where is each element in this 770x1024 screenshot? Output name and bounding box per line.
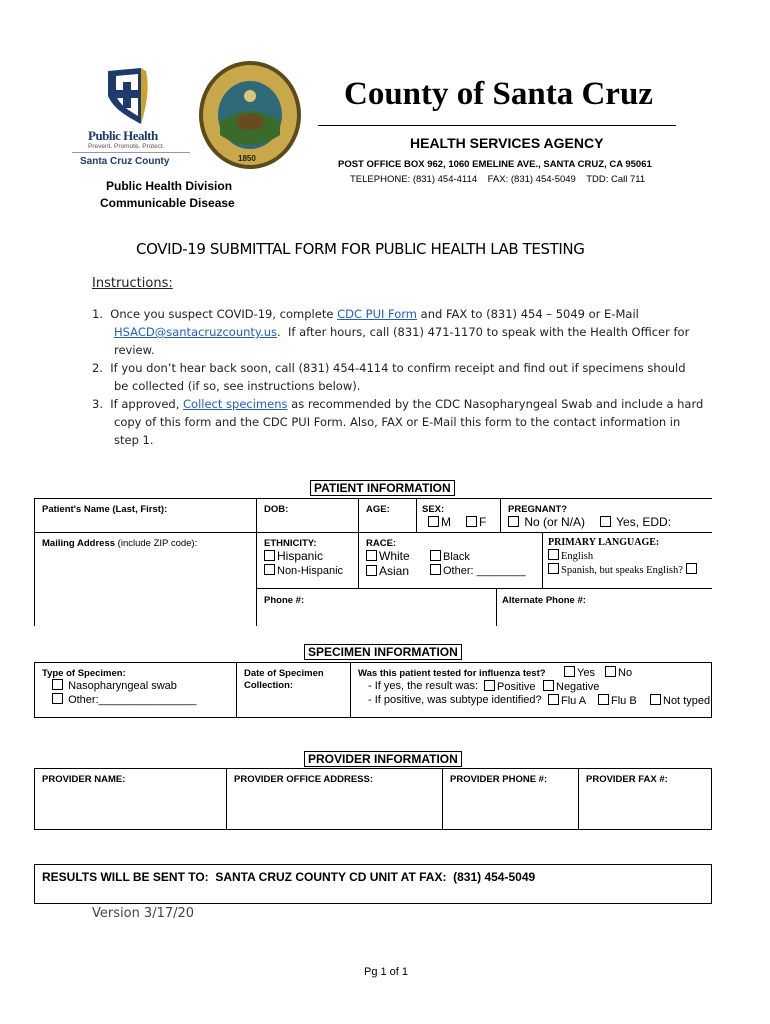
specimen-date-field[interactable] xyxy=(238,694,348,716)
collect-specimens-link[interactable]: Collect specimens xyxy=(183,397,288,411)
specimen-other-option[interactable] xyxy=(52,693,197,706)
phone-label: Phone #: xyxy=(264,595,305,606)
flu-b-option[interactable] xyxy=(598,694,637,707)
specimen-col-divider-1 xyxy=(236,662,237,718)
flu-positive-label: Positive xyxy=(497,681,536,693)
patient-row-divider-2 xyxy=(256,588,712,589)
flu-no-option[interactable] xyxy=(605,666,632,679)
patient-col-divider-6 xyxy=(496,588,497,626)
ethnicity-non-hispanic-label: Non-Hispanic xyxy=(277,565,344,577)
checkbox-icon xyxy=(428,516,439,527)
patient-section-title: PATIENT INFORMATION xyxy=(310,480,455,496)
dob-label: DOB: xyxy=(264,504,289,515)
flu-positive-option[interactable] xyxy=(484,680,536,693)
checkbox-icon xyxy=(264,564,275,575)
phone-field[interactable] xyxy=(258,606,494,624)
agency-name: HEALTH SERVICES AGENCY xyxy=(410,135,604,151)
checkbox-icon xyxy=(484,680,495,691)
instruction-1-text-d: review. xyxy=(114,343,155,357)
checkbox-icon xyxy=(366,565,377,576)
flu-not-typed-label: Not typed xyxy=(663,695,711,707)
patient-col-divider-1 xyxy=(256,498,257,626)
flu-negative-label: Negative xyxy=(556,681,600,693)
page-number: Pg 1 of 1 xyxy=(364,966,409,978)
checkbox-icon xyxy=(650,694,661,705)
email-link[interactable]: HSACD@santacruzcounty.us xyxy=(114,325,278,339)
checkbox-icon xyxy=(548,694,559,705)
flu-not-typed-option[interactable] xyxy=(650,694,710,707)
provider-col-divider-2 xyxy=(442,768,443,830)
unit-name: Communicable Disease xyxy=(100,196,235,210)
checkbox-icon xyxy=(600,516,611,527)
checkbox-icon xyxy=(548,563,559,574)
mailing-address-label xyxy=(42,538,197,549)
specimen-other-label: Other:________________ xyxy=(68,694,197,706)
shield-icon xyxy=(86,68,196,132)
county-seal xyxy=(198,60,302,170)
race-other-label: Other: ________ xyxy=(443,565,526,577)
flu-result-question: - If yes, the result was: xyxy=(368,680,479,692)
instruction-2-text-b: be collected (if so, see instructions below). xyxy=(114,379,361,393)
provider-name-label: PROVIDER NAME: xyxy=(42,774,126,785)
sex-female-label: F xyxy=(479,515,487,529)
patient-col-divider-4 xyxy=(500,498,501,532)
flu-negative-option[interactable] xyxy=(543,680,599,693)
agency-address: POST OFFICE BOX 962, 1060 EMELINE AVE., SANTA CRUZ, CA 95061 xyxy=(338,159,652,170)
instruction-1-text-b: and FAX to (831) 454 – 5049 or E-Mail xyxy=(417,307,639,321)
primary-language-label: PRIMARY LANGUAGE: xyxy=(548,537,660,548)
checkbox-icon xyxy=(430,550,441,561)
checkbox-icon xyxy=(686,563,697,574)
flu-subtype-question: - If positive, was subtype identified? xyxy=(368,694,542,706)
instruction-1-text-c: . If after hours, call (831) 471-1170 to speak with the Health Officer for xyxy=(277,325,690,339)
logo-county: Santa Cruz County xyxy=(80,156,170,167)
race-other-option[interactable] xyxy=(430,564,526,577)
patient-name-label: Patient's Name (Last, First): xyxy=(42,504,168,515)
pregnant-no-label: No (or N/A) xyxy=(524,515,586,529)
language-spanish-option[interactable] xyxy=(548,563,699,576)
instruction-3-text-c: copy of this form and the CDC PUI Form. Also, FAX or E-Mail this form to the contact information in xyxy=(114,415,681,429)
age-field[interactable] xyxy=(360,516,414,530)
race-white-label: White xyxy=(379,549,410,563)
specimen-col-divider-2 xyxy=(350,662,351,718)
specimen-date-label-2: Collection: xyxy=(244,680,294,691)
mailing-address-note: (include ZIP code): xyxy=(115,538,198,549)
mailing-address-label-text: Mailing Address xyxy=(42,538,116,549)
logo-divider xyxy=(72,152,190,153)
logo-tagline: Prevent. Promote. Protect. xyxy=(88,143,165,150)
specimen-np-option[interactable] xyxy=(52,679,177,692)
mailing-address-field[interactable] xyxy=(36,552,254,624)
patient-name-field[interactable] xyxy=(36,516,254,530)
race-black-label: Black xyxy=(443,551,470,563)
race-asian-option[interactable] xyxy=(366,564,409,578)
checkbox-icon xyxy=(466,516,477,527)
provider-fax-label: PROVIDER FAX #: xyxy=(586,774,668,785)
division-name: Public Health Division xyxy=(106,179,233,193)
pregnant-yes-option[interactable] xyxy=(600,515,671,529)
sex-male-option[interactable] xyxy=(428,515,451,529)
seal-year: 1850 xyxy=(238,154,256,163)
sex-female-option[interactable] xyxy=(466,515,486,529)
checkbox-icon xyxy=(264,550,275,561)
checkbox-icon xyxy=(598,694,609,705)
specimen-date-label-1: Date of Specimen xyxy=(244,668,324,679)
patient-col-divider-2 xyxy=(358,498,359,588)
race-white-option[interactable] xyxy=(366,549,410,563)
influenza-question-text: Was this patient tested for influenza test? xyxy=(358,668,546,679)
alt-phone-label: Alternate Phone #: xyxy=(502,595,586,606)
provider-name-field[interactable] xyxy=(36,788,224,828)
provider-address-label: PROVIDER OFFICE ADDRESS: xyxy=(234,774,373,785)
provider-col-divider-1 xyxy=(226,768,227,830)
instruction-3-text: 3. If approved, xyxy=(92,397,184,411)
instructions-heading: Instructions: xyxy=(92,276,173,291)
header-rule xyxy=(318,125,676,126)
sex-male-label: M xyxy=(441,515,451,529)
provider-section-title: PROVIDER INFORMATION xyxy=(304,751,462,767)
page-title: County of Santa Cruz xyxy=(344,76,653,112)
instruction-1-text: 1. Once you suspect COVID-19, complete xyxy=(92,307,338,321)
alt-phone-field[interactable] xyxy=(498,606,710,624)
age-label: AGE: xyxy=(366,504,390,515)
instruction-3-text-b: as recommended by the CDC Nasopharyngeal Swab and include a hard xyxy=(287,397,704,411)
ethnicity-non-hispanic-option[interactable] xyxy=(264,564,343,577)
pregnant-label: PREGNANT? xyxy=(508,504,568,515)
race-black-option[interactable] xyxy=(430,550,470,563)
provider-address-field[interactable] xyxy=(228,788,440,828)
provider-phone-label: PROVIDER PHONE #: xyxy=(450,774,548,785)
specimen-np-label: Nasopharyngeal swab xyxy=(68,680,177,692)
public-health-logo xyxy=(80,68,196,172)
specimen-type-label: Type of Specimen: xyxy=(42,668,126,679)
flu-b-label: Flu B xyxy=(611,695,637,707)
provider-col-divider-3 xyxy=(578,768,579,830)
specimen-section-title: SPECIMEN INFORMATION xyxy=(304,644,462,660)
patient-row-divider-1 xyxy=(34,532,712,533)
language-english-option[interactable] xyxy=(548,549,593,562)
sex-label: SEX: xyxy=(422,504,445,515)
agency-telephone: TELEPHONE: (831) 454-4114 FAX: (831) 454-5049 TDD: Call 711 xyxy=(350,174,646,185)
checkbox-icon xyxy=(52,693,63,704)
logo-title: Public Health xyxy=(88,128,158,143)
language-english-label: English xyxy=(561,551,594,562)
language-spanish-label: Spanish, but speaks English? xyxy=(561,565,683,576)
ethnicity-hispanic-option[interactable] xyxy=(264,549,323,563)
ethnicity-label: ETHNICITY: xyxy=(264,538,317,549)
checkbox-icon xyxy=(543,680,554,691)
pregnant-yes-label: Yes, EDD: xyxy=(616,515,672,529)
checkbox-icon xyxy=(605,666,616,677)
pregnant-no-option[interactable] xyxy=(508,515,585,529)
flu-a-label: Flu A xyxy=(561,695,587,707)
flu-a-option[interactable] xyxy=(548,694,586,707)
specimen-date-label xyxy=(244,668,324,692)
form-title: COVID-19 SUBMITTAL FORM FOR PUBLIC HEALTH LAB TESTING xyxy=(136,240,585,258)
flu-yes-label: Yes xyxy=(577,667,595,679)
instruction-2-text: 2. If you don’t hear back soon, call (831) 454-4114 to confirm receipt and find out if specimens should xyxy=(92,361,686,375)
patient-col-divider-3 xyxy=(416,498,417,532)
ethnicity-hispanic-label: Hispanic xyxy=(277,549,324,563)
instructions-list xyxy=(92,305,704,449)
dob-field[interactable] xyxy=(258,516,356,530)
influenza-question xyxy=(358,668,546,679)
results-destination: RESULTS WILL BE SENT TO: SANTA CRUZ COUNTY CD UNIT AT FAX: (831) 454-5049 xyxy=(42,870,536,884)
race-asian-label: Asian xyxy=(379,564,410,578)
patient-col-divider-5 xyxy=(542,532,543,588)
race-label: RACE: xyxy=(366,538,397,549)
cdc-pui-form-link[interactable]: CDC PUI Form xyxy=(337,307,418,321)
checkbox-icon xyxy=(366,550,377,561)
version-label: Version 3/17/20 xyxy=(92,906,195,921)
provider-fax-field[interactable] xyxy=(580,788,710,828)
checkbox-icon xyxy=(564,666,575,677)
checkbox-icon xyxy=(430,564,441,575)
flu-yes-option[interactable] xyxy=(564,666,595,679)
instruction-3-text-d: step 1. xyxy=(114,433,154,447)
checkbox-icon xyxy=(52,679,63,690)
checkbox-icon xyxy=(548,549,559,560)
checkbox-icon xyxy=(508,516,519,527)
flu-no-label: No xyxy=(618,667,633,679)
provider-phone-field[interactable] xyxy=(444,788,576,828)
